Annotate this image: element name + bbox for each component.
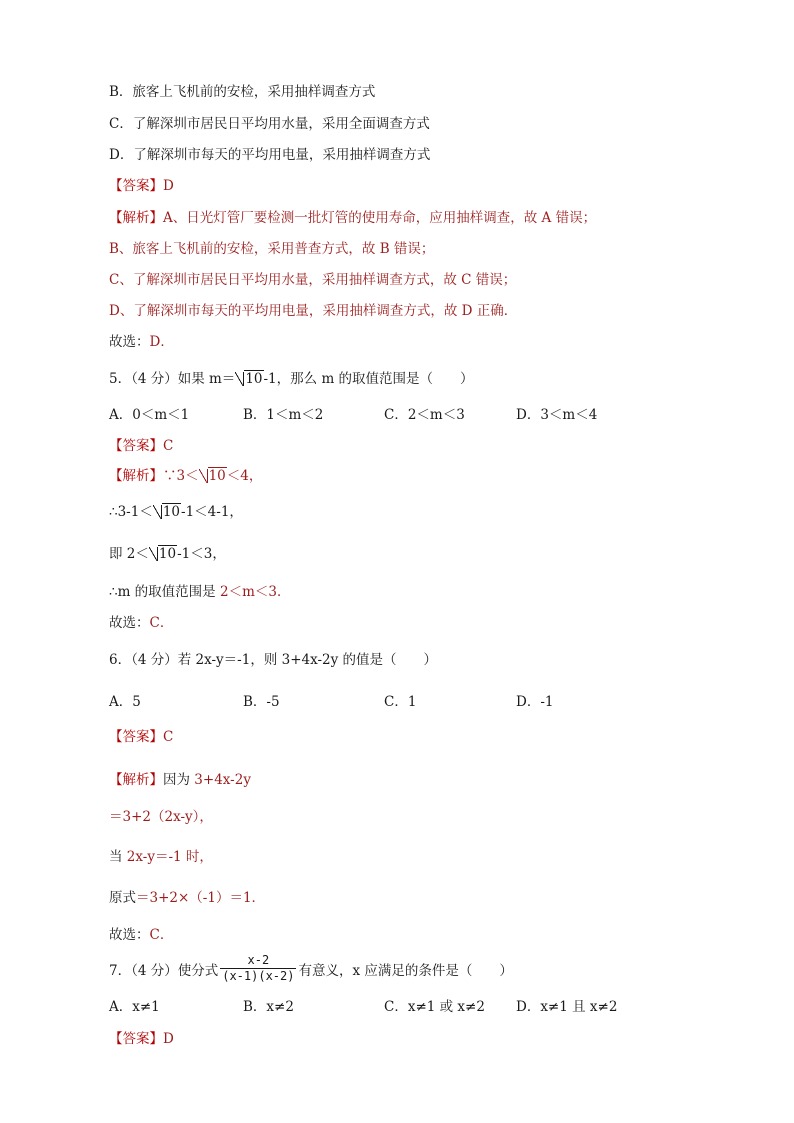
q6-analysis-3 xyxy=(109,848,213,866)
q5-analysis-2 xyxy=(109,503,243,521)
analysis-text: A、日光灯管厂要检测一批灯管的使用寿命，应用抽样调查，故 A 错误； xyxy=(163,210,597,226)
text: 原式 xyxy=(109,890,136,906)
text: ＜4， xyxy=(226,468,263,484)
q6-answer xyxy=(109,728,173,746)
sqrt-radicand: 10 xyxy=(162,504,181,520)
q4-analysis-4: D、了解深圳市每天的平均用电量，采用抽样调查方式，故 D 正确． xyxy=(109,303,518,319)
text: 因为 xyxy=(163,772,195,788)
answer-label: 【答案】 xyxy=(109,1031,163,1047)
sqrt-radicand: 10 xyxy=(208,468,226,484)
sqrt-radicand: 10 xyxy=(158,546,177,562)
text: 即 2＜ xyxy=(109,546,149,562)
fraction-denominator: (x-1)(x-2) xyxy=(222,969,295,983)
q7-option-b: B．x≠2 xyxy=(243,999,294,1015)
q4-option-c: C．了解深圳市居民日平均用水量，采用全面调查方式 xyxy=(109,116,430,132)
q6-stem: 6．（4 分）若 2x-y＝-1，则 3+4x-2y 的值是（ ） xyxy=(109,652,438,668)
text: -1＜3， xyxy=(177,546,226,562)
text: ∴m 的取值范围是 xyxy=(109,584,220,600)
answer-value: D xyxy=(163,178,174,194)
q6-choose xyxy=(109,926,173,944)
analysis-label: 【解析】 xyxy=(109,210,163,226)
answer-label: 【答案】 xyxy=(109,438,163,454)
q4-answer xyxy=(109,177,174,195)
text: 2＜m＜3． xyxy=(219,584,291,600)
answer-label: 【答案】 xyxy=(109,729,163,745)
q6-analysis-2: ＝3+2（2x-y）， xyxy=(109,809,213,825)
q5-answer xyxy=(109,437,173,455)
q5-choose xyxy=(109,614,173,632)
sqrt-symbol xyxy=(199,467,227,485)
q6-option-a: A．5 xyxy=(109,694,141,710)
q6-option-c: C．1 xyxy=(384,694,417,710)
choose-value: C． xyxy=(149,615,174,631)
text: ∵3＜ xyxy=(163,468,199,484)
q4-option-d: D．了解深圳市每天的平均用电量，采用抽样调查方式 xyxy=(109,147,431,163)
q6-option-d: D．-1 xyxy=(516,694,554,710)
q7-option-c: C．x≠1 或 x≠2 xyxy=(384,999,485,1015)
choose-label: 故选： xyxy=(109,927,150,943)
sqrt-symbol xyxy=(153,503,181,521)
text: 2x-y＝-1 时， xyxy=(126,849,213,865)
q6-analysis-4 xyxy=(109,889,265,907)
fraction xyxy=(220,953,296,984)
choose-label: 故选： xyxy=(109,615,150,631)
sqrt-radicand: 10 xyxy=(245,371,263,387)
q6-option-b: B．-5 xyxy=(243,694,280,710)
choose-value: C． xyxy=(149,927,174,943)
answer-label: 【答案】 xyxy=(109,178,163,194)
fraction-numerator: x-2 xyxy=(247,953,270,967)
q5-analysis-3 xyxy=(109,545,226,563)
q6-analysis-1 xyxy=(109,771,251,789)
text: 3+4x-2y xyxy=(194,772,251,788)
analysis-label: 【解析】 xyxy=(109,468,163,484)
answer-value: C xyxy=(163,438,174,454)
q7-option-a: A．x≠1 xyxy=(109,999,160,1015)
q5-stem-pre: 5．（4 分）如果 m＝ xyxy=(109,371,236,387)
q5-analysis-1 xyxy=(109,467,262,485)
text: ∴3-1＜ xyxy=(109,504,153,520)
q4-analysis-1 xyxy=(109,209,596,227)
q5-option-d: D．3＜m＜4 xyxy=(516,407,598,423)
analysis-label: 【解析】 xyxy=(109,772,163,788)
choose-label: 故选： xyxy=(109,334,150,350)
answer-value: C xyxy=(163,729,174,745)
q7-option-d: D．x≠1 且 x≠2 xyxy=(516,999,618,1015)
q7-stem-post: 有意义，x 应满足的条件是（ ） xyxy=(298,963,513,979)
q5-analysis-4 xyxy=(109,583,290,601)
sqrt-symbol xyxy=(149,545,177,563)
text: ＝3+2×（-1）＝1． xyxy=(136,890,266,906)
q4-analysis-3: C、了解深圳市居民日平均用水量，采用抽样调查方式，故 C 错误； xyxy=(109,272,517,288)
q4-option-b: B．旅客上飞机前的安检，采用抽样调查方式 xyxy=(109,84,376,100)
answer-value: D xyxy=(163,1031,174,1047)
q7-answer xyxy=(109,1030,174,1048)
q5-option-c: C．2＜m＜3 xyxy=(384,407,465,423)
choose-value: D． xyxy=(149,334,174,350)
q5-stem xyxy=(109,370,474,388)
text: -1＜4-1， xyxy=(181,504,243,520)
q4-choose xyxy=(109,333,174,351)
q7-stem-pre: 7．（4 分）使分式 xyxy=(109,963,219,979)
q4-analysis-2: B、旅客上飞机前的安检，采用普查方式，故 B 错误； xyxy=(109,241,435,257)
sqrt-symbol xyxy=(235,370,263,388)
q5-option-b: B．1＜m＜2 xyxy=(243,407,324,423)
q5-stem-post: -1，那么 m 的取值范围是（ ） xyxy=(263,371,474,387)
text: 当 xyxy=(109,849,127,865)
q5-option-a: A．0＜m＜1 xyxy=(109,407,190,423)
q7-stem xyxy=(109,953,513,987)
